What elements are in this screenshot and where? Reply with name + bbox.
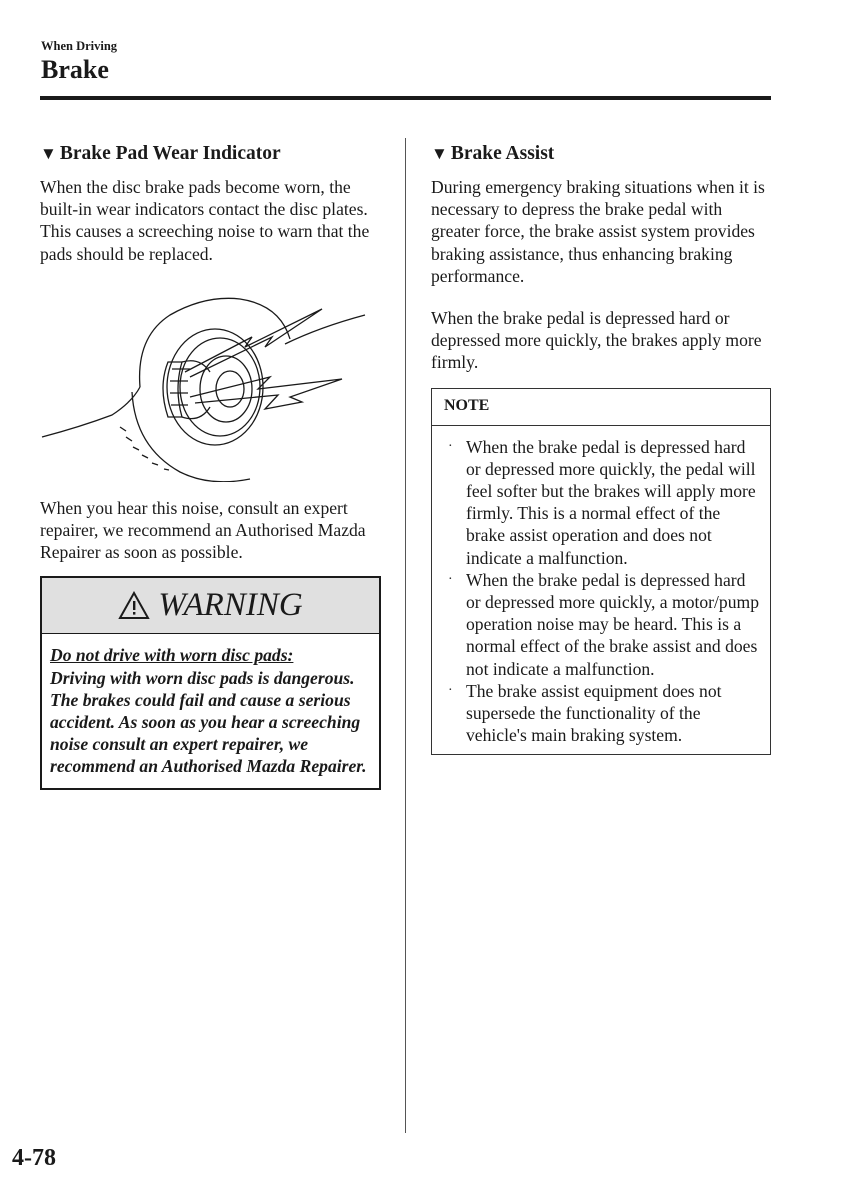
note-item-text: The brake assist equipment does not supersede the functionality of the vehicle's main braking system. [466, 680, 722, 746]
triangle-bullet-icon: ▼ [40, 144, 57, 163]
triangle-bullet-icon: ▼ [431, 144, 448, 163]
note-item [448, 680, 760, 747]
note-item-text: When the brake pedal is depressed hard or depressed more quickly, a motor/pump operation noise may be heard. This is a normal effect of the brake assist and does not indicate a malfunction. [466, 569, 759, 679]
right-column [431, 142, 773, 755]
note-item [448, 436, 760, 569]
brake-disc-illustration [40, 277, 385, 482]
brake-assist-heading [431, 142, 773, 166]
chapter-title: Brake [41, 55, 109, 84]
note-list [432, 426, 770, 755]
page-number: 4-78 [12, 1145, 56, 1171]
brake-assist-para1: During emergency braking situations when it is necessary to depress the brake pedal with greater force, the brake assist system provides braking assistance, thus enhancing braking performance. [431, 177, 765, 286]
header-rule [40, 96, 771, 100]
brake-pad-wear-heading-text: Brake Pad Wear Indicator [59, 143, 281, 164]
section-label: When Driving [41, 39, 118, 53]
brake-pad-wear-heading [40, 142, 385, 166]
left-column [40, 142, 385, 790]
warning-lead: Do not drive with worn disc pads: [50, 645, 294, 666]
note-item-text: When the brake pedal is depressed hard or depressed more quickly, the pedal will feel softer but the brakes will apply more firmly. This is a normal effect of the brake assist operation and does not indicate a malfunction. [466, 436, 756, 568]
note-item [448, 569, 760, 680]
column-divider [405, 138, 406, 1133]
warning-header [42, 578, 379, 634]
bullet-dot-icon: · [448, 682, 453, 698]
brake-disc-drawing [40, 277, 385, 482]
brake-assist-para2: When the brake pedal is depressed hard or depressed more quickly, the brakes apply more firmly. [431, 308, 762, 373]
bullet-dot-icon: · [448, 571, 453, 587]
note-box [431, 388, 771, 756]
consult-repairer-text: When you hear this noise, consult an expert repairer, we recommend an Authorised Mazda Repairer as soon as possible. [40, 497, 366, 563]
warning-box [40, 576, 381, 789]
note-title: NOTE [432, 389, 770, 426]
warning-title: WARNING [158, 587, 303, 624]
brake-assist-heading-text: Brake Assist [450, 143, 555, 164]
brake-pad-intro: When the disc brake pads become worn, the built-in wear indicators contact the disc plates. This causes a screeching noise to warn that the pads should be replaced. [40, 177, 370, 264]
warning-body [42, 634, 379, 787]
bullet-dot-icon: · [448, 438, 453, 454]
warning-triangle-icon [118, 591, 150, 621]
warning-text: Driving with worn disc pads is dangerous. The brakes could fail and cause a serious accident. As soon as you hear a screeching noise consult an expert repairer, we recommend an Authorised Mazda Repairer. [50, 667, 367, 777]
